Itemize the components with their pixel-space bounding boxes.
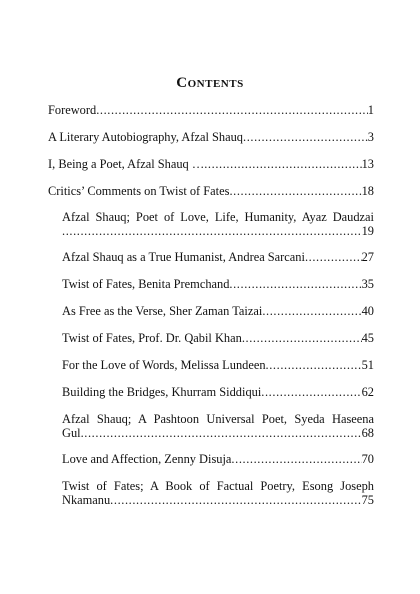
toc-entry-title: Twist of Fates, Benita Premchand xyxy=(62,277,230,291)
toc-subentry-melissa-lundeen xyxy=(62,358,374,372)
toc-entry-title: Foreword xyxy=(48,103,97,117)
toc-entry-page: 75 xyxy=(361,493,374,507)
toc-entry-page: 68 xyxy=(361,426,374,440)
toc-entry-being-a-poet xyxy=(48,157,374,171)
toc-subentry-benita-premchand xyxy=(62,277,374,291)
toc-entry-title: Love and Affection, Zenny Disuja xyxy=(62,452,232,466)
toc-subentry-khurram-siddiqui xyxy=(62,385,374,399)
toc-subentry-zenny-disuja xyxy=(62,452,374,466)
leader-dots xyxy=(81,426,362,440)
leader-dots xyxy=(96,103,368,117)
toc-entry-page: 51 xyxy=(361,358,374,372)
contents-heading: Contents xyxy=(176,75,244,91)
toc-entry-title: Afzal Shauq as a True Humanist, Andrea Sarcani xyxy=(62,250,305,264)
toc-entry-title: Critics’ Comments on Twist of Fates xyxy=(48,184,230,198)
toc-subentry-syeda-haseena-gul xyxy=(62,412,374,440)
toc-entry-page: 27 xyxy=(361,250,374,264)
toc-entry-title: Twist of Fates, Prof. Dr. Qabil Khan xyxy=(62,331,242,345)
toc-entry-page: 1 xyxy=(367,103,374,117)
leader-dots xyxy=(110,493,361,507)
toc-entry-page: 19 xyxy=(361,224,374,238)
leader-dots xyxy=(243,130,368,144)
leader-dots xyxy=(231,452,361,466)
toc-entry-title: Twist of Fates; A Book of Factual Poetry, Esong Joseph xyxy=(62,479,374,493)
leader-dots xyxy=(262,304,361,318)
leader-dots xyxy=(305,250,362,264)
toc-entry-title: I, Being a Poet, Afzal Shauq … xyxy=(48,157,205,171)
toc-entry-page: 40 xyxy=(361,304,374,318)
toc-entry-title: Afzal Shauq; Poet of Love, Life, Humanity, Ayaz Daudzai xyxy=(62,210,374,224)
leader-dots xyxy=(62,224,362,238)
toc-entry-title-cont: Gul xyxy=(62,426,81,440)
toc-entry-title: Afzal Shauq; A Pashtoon Universal Poet, Syeda Haseena xyxy=(62,412,374,426)
leader-dots xyxy=(204,157,361,171)
toc-subentry-ayaz-daudzai xyxy=(62,210,374,238)
toc-entry-page: 62 xyxy=(361,385,374,399)
leader-dots xyxy=(229,277,361,291)
leader-dots xyxy=(242,331,362,345)
toc-entry-page: 70 xyxy=(361,452,374,466)
toc-subentry-esong-joseph-nkamanu xyxy=(62,479,374,507)
leader-dots xyxy=(261,385,361,399)
toc-subentry-qabil-khan xyxy=(62,331,374,345)
toc-subentry-andrea-sarcani xyxy=(62,250,374,264)
toc-entry-title: For the Love of Words, Melissa Lundeen xyxy=(62,358,266,372)
toc-entry-critics-comments xyxy=(48,184,374,198)
toc-entry-page: 35 xyxy=(361,277,374,291)
toc-entry-title: Building the Bridges, Khurram Siddiqui xyxy=(62,385,262,399)
toc-entry-title: A Literary Autobiography, Afzal Shauq xyxy=(48,130,243,144)
toc-entry-literary-autobiography xyxy=(48,130,374,144)
toc-entry-page: 3 xyxy=(367,130,374,144)
toc-entry-page: 13 xyxy=(361,157,374,171)
leader-dots xyxy=(266,358,362,372)
toc-entry-title-cont: Nkamanu xyxy=(62,493,111,507)
toc-entry-page: 18 xyxy=(361,184,374,198)
toc-entry-foreword xyxy=(48,103,374,117)
toc-entry-page: 45 xyxy=(361,331,374,345)
toc-entry-title: As Free as the Verse, Sher Zaman Taizai xyxy=(62,304,263,318)
toc-subentry-sher-zaman-taizai xyxy=(62,304,374,318)
leader-dots xyxy=(229,184,361,198)
